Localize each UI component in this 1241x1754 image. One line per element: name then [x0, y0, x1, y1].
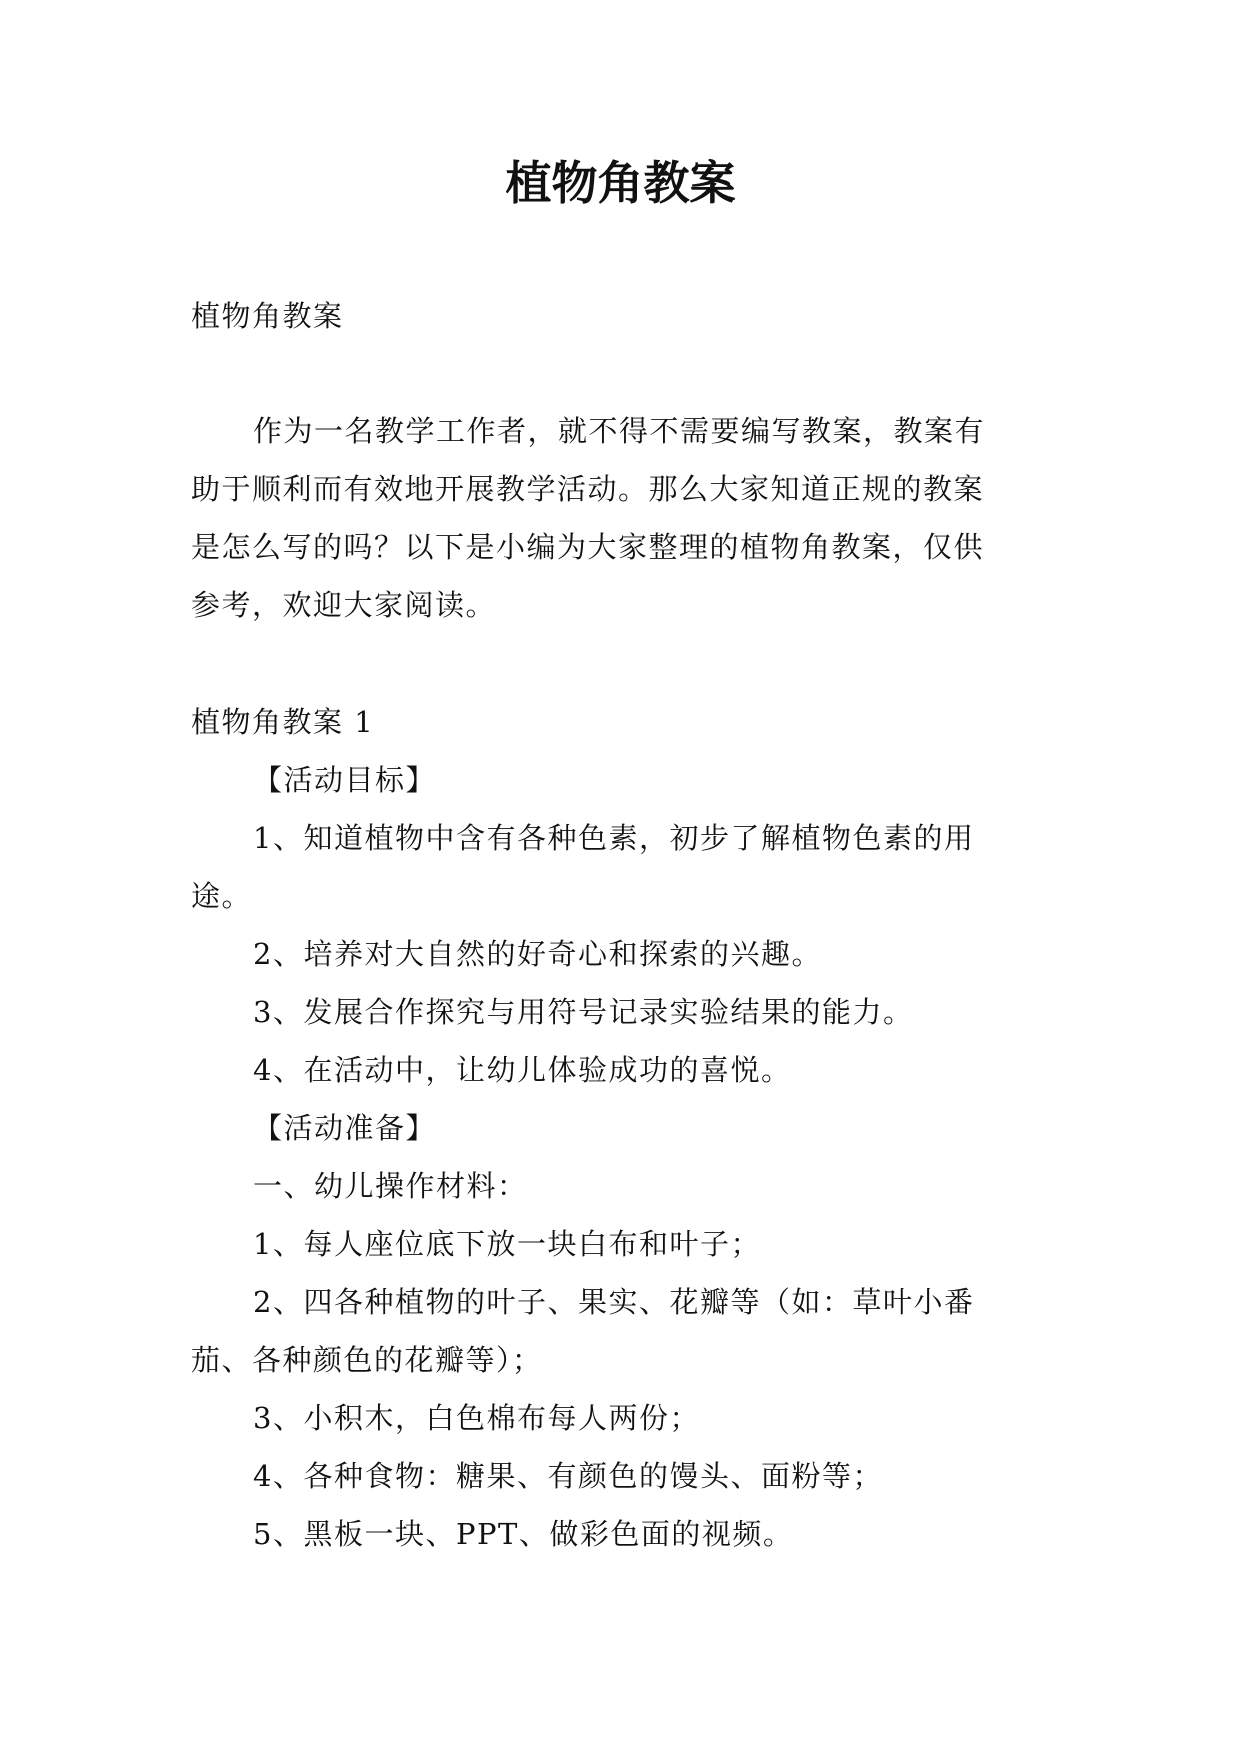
goal-line-3: 2、培养对大自然的好奇心和探索的兴趣。 — [253, 937, 822, 971]
prepare-line-3: 2、四各种植物的叶子、果实、花瓣等（如：草叶小番 — [253, 1285, 975, 1319]
prepare-line-2: 1、每人座位底下放一块白布和叶子； — [253, 1227, 761, 1261]
goal-line-1: 1、知道植物中含有各种色素，初步了解植物色素的用 — [253, 821, 975, 855]
intro-line-3: 是怎么写的吗？以下是小编为大家整理的植物角教案，仅供 — [191, 530, 985, 564]
section-title: 植物角教案 1 — [191, 705, 375, 739]
prepare-line-6: 4、各种食物：糖果、有颜色的馒头、面粉等； — [253, 1459, 883, 1493]
prepare-line-7: 5、黑板一块、PPT、做彩色面的视频。 — [253, 1517, 794, 1551]
document-title: 植物角教案 — [505, 156, 736, 210]
prepare-line-5: 3、小积木，白色棉布每人两份； — [253, 1401, 700, 1435]
intro-line-4: 参考，欢迎大家阅读。 — [191, 588, 497, 622]
intro-line-1: 作为一名教学工作者，就不得不需要编写教案，教案有 — [253, 414, 986, 448]
goal-line-5: 4、在活动中，让幼儿体验成功的喜悦。 — [253, 1053, 792, 1087]
activity-prepare-heading: 【活动准备】 — [253, 1111, 437, 1145]
goal-line-2: 途。 — [191, 879, 253, 913]
document-subtitle: 植物角教案 — [191, 299, 344, 333]
prepare-line-1: 一、幼儿操作材料： — [253, 1169, 528, 1203]
goal-line-4: 3、发展合作探究与用符号记录实验结果的能力。 — [253, 995, 914, 1029]
intro-line-2: 助于顺利而有效地开展教学活动。那么大家知道正规的教案 — [191, 472, 985, 506]
activity-goal-heading: 【活动目标】 — [253, 763, 437, 797]
prepare-line-4: 茄、各种颜色的花瓣等）； — [191, 1343, 543, 1377]
